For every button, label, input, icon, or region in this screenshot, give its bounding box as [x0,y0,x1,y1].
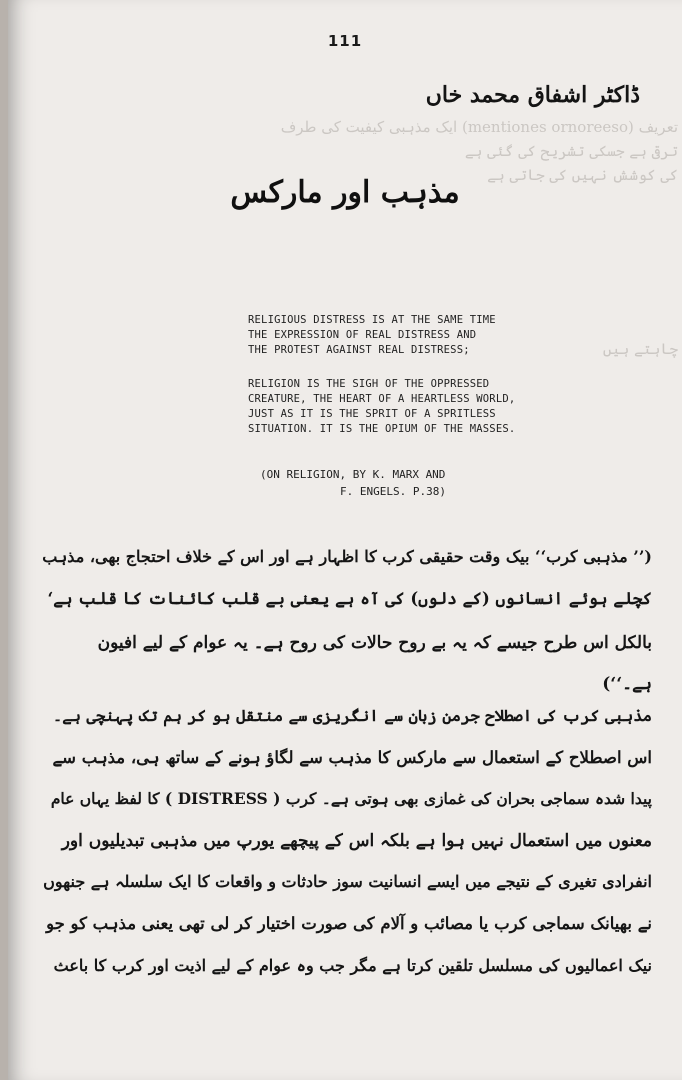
body-line: انفرادی تغیری کے نتیجے میں ایسے انسانیت سوز حادثات و واقعات کا ایک سلسلہ ہے جنھوں [43,872,652,891]
epigraph-line: JUST AS IT IS THE SPRIT OF A SPRITLESS [248,408,496,420]
bleed-through-text: تعریف (mentiones ornoreeso) ایک مذہبی کیفیت کی طرف [280,118,678,136]
epigraph-line: THE PROTEST AGAINST REAL DISTRESS; [248,344,470,356]
book-page [8,0,682,1080]
bleed-through-text: ترقی ہے جسکی تشریح کی گئی ہے [464,142,678,160]
body-line: (’’ مذہبی کرب‘‘ بیک وقت حقیقی کرب کا اظہار ہے اور اس کے خلاف احتجاج بھی، مذہب [42,547,652,566]
citation-line-1: (ON RELIGION, BY K. MARX AND [260,468,446,481]
bleed-through-text: کی کوشش نہیں کی جاتی ہے [487,166,678,184]
body-line: کچلے ہوئے انسانوں (کے دلوں) کی آہ ہے یعنی بے قلب کائنات کا قلب ہے‘ [47,589,652,608]
body-line: اس اصطلاح کے استعمال سے مارکس کا مذہب سے لگاؤ ہونے کے ساتھ ہی، مذہب سے [52,748,652,767]
citation-line-2: F. ENGELS. P.38) [340,485,446,498]
body-line: معنوں میں استعمال نہیں ہوا ہے بلکہ اس کے پیچھے یورپ میں مذہبی تبدیلیوں اور [61,831,652,851]
epigraph-paragraph-2 [248,377,515,437]
article-title: مذہب اور مارکس [230,175,460,210]
epigraph-line: THE EXPRESSION OF REAL DISTRESS AND [248,329,477,341]
body-line: نیک اعمالیوں کی مسلسل تلقین کرتا ہے مگر جب وہ عوام کے لیے اذیت اور کرب کا باعث [53,956,652,975]
epigraph-paragraph-1 [248,313,496,358]
epigraph-line: RELIGION IS THE SIGH OF THE OPPRESSED [248,378,490,390]
epigraph-line: RELIGIOUS DISTRESS IS AT THE SAME TIME [248,314,496,326]
body-line: نے بھیانک سماجی کرب یا مصائب و آلام کی صورت اختیار کر لی تھی یعنی مذہب کو جو [46,914,652,933]
body-line: ہے۔‘‘) [602,674,652,694]
body-line: بالکل اس طرح جیسے کہ یہ بے روح حالات کی روح ہے۔ یہ عوام کے لیے افیون [97,633,652,653]
page-number: 111 [327,32,363,50]
epigraph-line: CREATURE, THE HEART OF A HEARTLESS WORLD, [248,393,516,405]
body-line: مذہبی کرب کی اصطلاح جرمن زبان سے انگریزی سے منتقل ہو کر ہم تک پہنچی ہے۔ [52,706,652,725]
epigraph-citation [260,466,446,500]
author-name: ڈاکٹر اشفاق محمد خاں [425,82,640,108]
body-line: پیدا شدہ سماجی بحران کی غمازی بھی ہوتی ہے۔ کرب ( DISTRESS ) کا لفظ یہاں عام [50,789,652,808]
bleed-through-text: چاہتے ہیں [602,340,678,358]
epigraph-line: SITUATION. IT IS THE OPIUM OF THE MASSES. [248,423,516,435]
